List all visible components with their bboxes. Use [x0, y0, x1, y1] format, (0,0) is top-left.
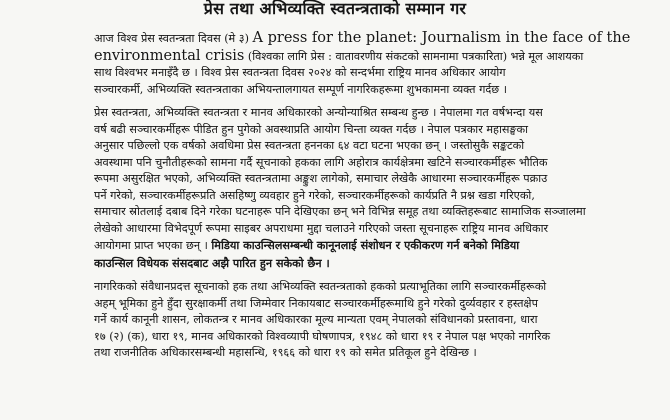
text-line [94, 204, 656, 221]
text-segment: आज विश्व प्रेस स्वतन्त्रता दिवस (मे ३) [94, 32, 253, 45]
paragraph-2 [94, 105, 656, 272]
text-segment: (विश्वका लागि प्रेस : वातावरणीय संकटको सामनामा पत्रकारिता) भन्ने मूल आशयका [244, 49, 584, 63]
text-line [94, 122, 656, 139]
text-line [94, 30, 656, 48]
text-line [94, 255, 656, 273]
text-segment: वर्ष बढी सञ्चारकर्मीहरू पीडित हुन पुगेको अवस्थाप्रति आयोग चिन्ता व्यक्त गर्दछ । नेपाल पत्रकार महासङ्घका [94, 122, 528, 136]
text-line [94, 279, 656, 296]
text-segment: पर्ने गरेको, सञ्चारकर्मीहरूप्रति असहिष्णु व्यवहार हुने गरेको, सञ्चारकर्मीहरूको कार्यप्रति नै प्रश्न खडा गरिएको, [94, 188, 535, 202]
text-segment: अहम् भूमिका हुने हुँदा सुरक्षाकर्मी तथा जिम्मेवार निकायबाट सञ्चारकर्मीहरूमाथि हुने गरेको दुर्व्यवहार र हस्तक्षेप [94, 296, 538, 310]
text-segment: समाचार स्रोतलाई दबाब दिने गरेका घटनाहरू पनि देखिएका छन् भने विभिन्न समूह तथा व्यक्तिहरूबाट सामाजिक सञ्जालमा [94, 205, 586, 218]
paragraph-1 [94, 30, 656, 98]
text-line [94, 48, 656, 66]
text-segment: सञ्चारकर्मी, अभिव्यक्ति स्वतन्त्रताका अभियन्तालगायत सम्पूर्ण नागरिकहरूमा शुभकामना व्यक्त गर्दछ । [94, 82, 507, 96]
text-segment: तथा राजनीतिक अधिकारसम्बन्धी महासन्धि, १९६६ को धारा १९ को समेत प्रतिकूल हुने देखिन्छ । [94, 346, 477, 359]
text-line [94, 188, 656, 205]
text-segment: गर्ने कार्य कानूनी शासन, लोकतन्त्र र मानव अधिकारका मूल्य मान्यता एवम् नेपालको संविधानको प्रस्तावना, धारा [94, 313, 538, 326]
text-line [94, 82, 656, 99]
text-segment: रूपमा असुरक्षित भएको, अभिव्यक्ति स्वतन्त्रतामा अङ्कुश लागेको, समाचार लेखेकै आधारमा सञ्चारकर्मीहरू पक्राउ [94, 172, 548, 185]
paragraph-3 [94, 279, 656, 362]
text-line [94, 171, 656, 188]
text-line [94, 237, 656, 255]
bold-text: मिडिया काउन्सिलसम्बन्धी कानूनलाई संशोधन र एकीकरण गर्न बनेको मिडिया [211, 238, 520, 252]
text-line [94, 312, 656, 329]
text-line [94, 296, 656, 313]
press-release-body [94, 30, 656, 362]
text-line [94, 138, 656, 155]
text-line [94, 65, 656, 82]
text-line [94, 221, 656, 238]
text-segment: नागरिकको संवैधानप्रदत्त सूचनाको हक तथा अभिव्यक्ति स्वतन्त्रताको हकको प्रत्याभूतिका लागि सञ्चारकर्मीहरूको [94, 280, 547, 293]
text-segment: लेखेको आधारमा विभेदपूर्ण रूपमा साइबर अपराधमा मुद्दा चलाउने गरिएको जस्ता सूचनाहरू राष्ट्रिय मानव अधिकार [94, 221, 549, 235]
bold-text: काउन्सिल विधेयक संसदबाट अझै पारित हुन सकेको छैन । [94, 255, 330, 270]
text-line [94, 105, 656, 122]
text-line [94, 329, 656, 346]
text-line [94, 155, 656, 172]
text-segment: अवस्थामा पनि चुनौतीहरूको सामना गर्दै सूचनाको हकका लागि अहोरात्र कार्यक्षेत्रमा खटिने सञ्चारकर्मीहरू भौतिक [94, 155, 548, 169]
text-segment: अनुसार पछिल्लो एक वर्षको अवधिमा प्रेस स्वतन्त्रता हननका ६४ वटा घटना भएका छन् । जस्तोसुकै सङ्कटको [94, 139, 525, 152]
english-text: environmental crisis [94, 47, 245, 64]
text-segment: १७ (२) (क), धारा १९, मानव अधिकारको विश्वव्यापी घोषणापत्र, १९४८ को धारा १९ र नेपाल पक्ष भएको नागरिक [94, 329, 551, 343]
text-segment: प्रेस स्वतन्त्रता, अभिव्यक्ति स्वतन्त्रता र मानव अधिकारको अन्योन्याश्रित सम्बन्ध हुन्छ । नेपालमा गत वर्षभन्दा यस [94, 106, 543, 119]
text-line [94, 345, 656, 362]
english-text: A press for the planet: Journalism in the face of the [252, 30, 631, 46]
text-segment: साथ विश्वभर मनाइँदै छ । विश्व प्रेस स्वतन्त्रता दिवस २०२४ को सन्दर्भमा राष्ट्रिय मानव अधिकार आयोग [94, 66, 506, 79]
page-title: प्रेस तथा अभिव्यक्ति स्वतन्त्रताको सम्मान गर [203, 0, 467, 18]
text-segment: आयोगमा प्राप्त भएका छन् । [94, 239, 212, 252]
